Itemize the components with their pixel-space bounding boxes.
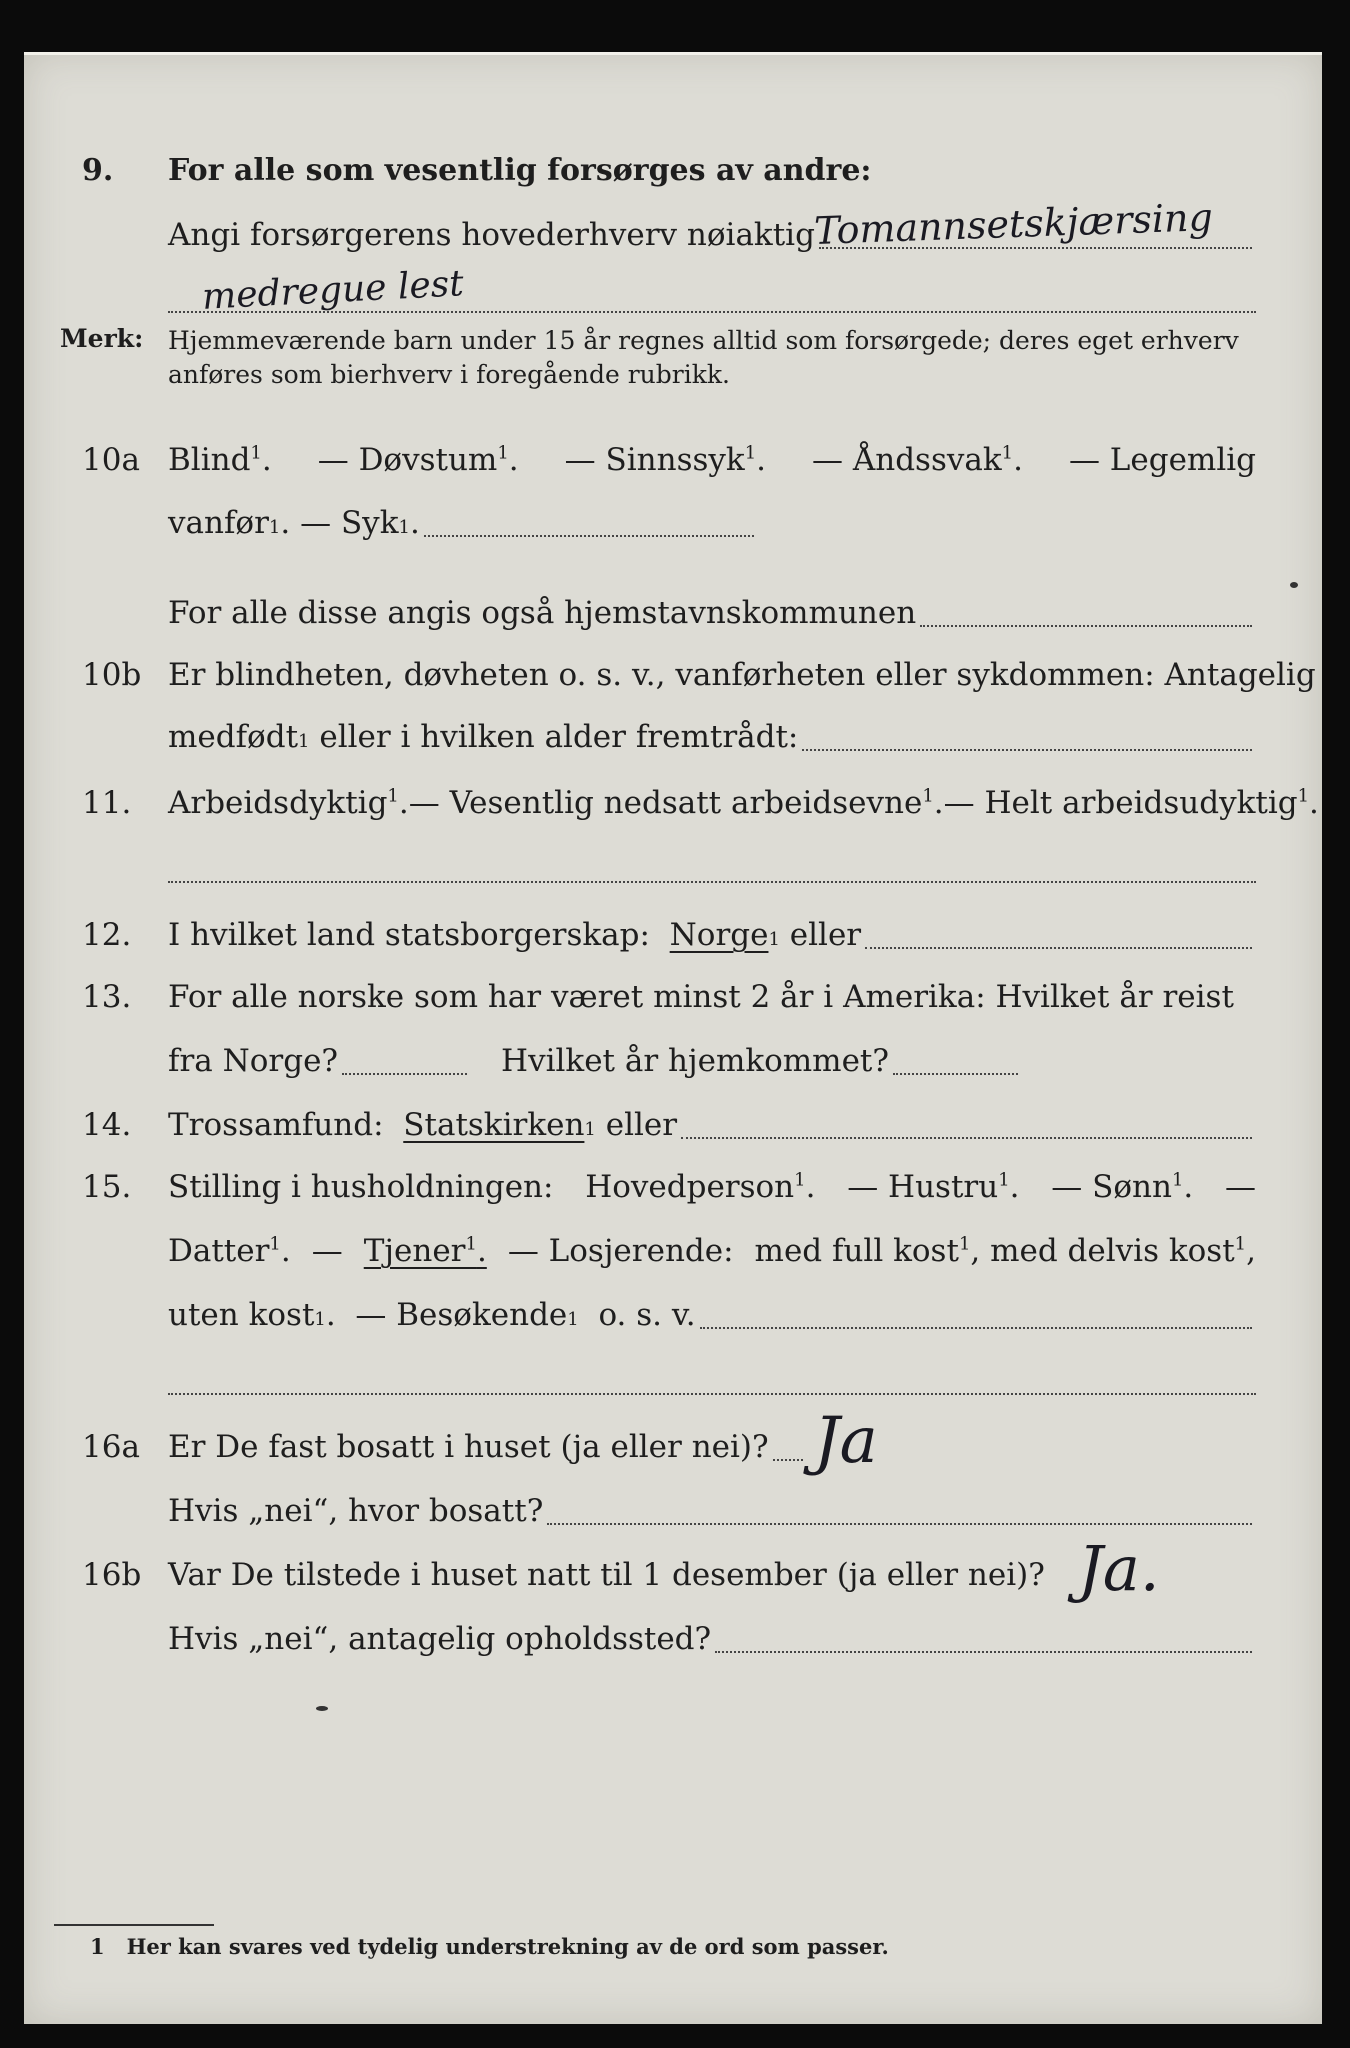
q10a-number: 10a (82, 442, 140, 478)
option-vanfor[interactable]: vanfør (168, 505, 269, 541)
q16a-handwritten-answer: Ja (814, 1404, 878, 1478)
q15-osv: o. s. v. (598, 1297, 696, 1333)
option-full-kost[interactable]: med full kost (754, 1233, 959, 1269)
q10a-syk-answer-line[interactable] (424, 534, 754, 537)
q16a-number: 16a (82, 1429, 140, 1465)
census-form-page (24, 52, 1322, 2024)
option-syk[interactable]: — Syk (300, 505, 399, 541)
option-tjener[interactable]: Tjener (363, 1233, 466, 1269)
q10b-line2: medfødt 1 eller i hvilken alder fremtrådt: (24, 712, 1322, 762)
q14-answer-line[interactable] (681, 1136, 1252, 1139)
q15-line1: 15. Stilling i husholdningen: Hovedperson$^1$. — Hustru$^1$. — Sønn$^1$. — (24, 1162, 1322, 1212)
q14-eller: eller (605, 1107, 678, 1143)
option-dovstum[interactable]: — Døvstum (317, 442, 498, 478)
option-norge[interactable]: Norge (669, 917, 769, 953)
q12-number: 12. (82, 917, 132, 953)
q10a-line2: vanfør 1 . — Syk 1 . (24, 498, 1322, 548)
q9-prompt: Angi forsørgerens hovederhverv nøiaktig (168, 217, 815, 253)
option-statskirken[interactable]: Statskirken (403, 1107, 585, 1143)
q16a-line1 (24, 1422, 1322, 1472)
q13-reist-prompt: fra Norge? (168, 1043, 339, 1079)
q13-hjemkommet-answer-line[interactable] (893, 1072, 1018, 1075)
q13-prompt: For alle norske som har været minst 2 år i Amerika: Hvilket år reist (168, 979, 1234, 1015)
option-andssvak[interactable]: — Åndssvak (812, 442, 1002, 478)
option-besokende[interactable]: — Besøkende (355, 1297, 568, 1333)
ink-speck (316, 1706, 328, 1711)
q16a-prompt: Er De fast bosatt i huset (ja eller nei)? (168, 1429, 769, 1465)
q15-prompt: Stilling i husholdningen: (168, 1169, 554, 1205)
q10a-line3 (24, 588, 1322, 638)
q15-answer-line[interactable] (700, 1326, 1252, 1329)
q15-answer-line-2[interactable] (168, 1392, 1256, 1395)
option-losjerende[interactable]: — Losjerende: (507, 1233, 734, 1269)
footnote-rule (54, 1924, 214, 1926)
q11-line1: 11. Arbeidsdyktig$^1$. — Vesentlig nedsatt arbeidsevne$^1$. — Helt arbeidsudyktig$^1$. (24, 778, 1322, 828)
q15-number: 15. (82, 1169, 132, 1205)
q9-number: 9. (82, 153, 114, 188)
option-arbeidsdyktig[interactable]: Arbeidsdyktig (168, 785, 388, 821)
q16a-bosatt-prompt: Hvis „nei“, hvor bosatt? (168, 1493, 544, 1529)
footnote (90, 1932, 889, 1962)
footnote-mark: 1 (90, 1934, 105, 1959)
q10b-alder-prompt: eller i hvilken alder fremtrådt: (319, 719, 799, 755)
q15-line3: uten kost 1 . — Besøkende 1 o. s. v. (24, 1290, 1322, 1340)
q11-answer-line[interactable] (168, 880, 1256, 883)
q10b-answer-line[interactable] (802, 748, 1252, 751)
q13-line1 (24, 972, 1322, 1022)
q11-number: 11. (82, 785, 132, 821)
q10b-prompt: Er blindheten, døvheten o. s. v., vanførheten eller sykdommen: Antagelig (168, 657, 1316, 693)
option-legemlig[interactable]: — Legemlig (1068, 442, 1256, 478)
q10b-line1 (24, 650, 1322, 700)
q10a-hjemstavn-answer-line[interactable] (920, 624, 1252, 627)
q9-answer-line-2[interactable] (168, 310, 1256, 313)
q16b-number: 16b (82, 1557, 142, 1593)
q10a-line1: 10a Blind$^1$. — Døvstum$^1$. — Sinnssyk$^1$. — Åndssvak$^1$. — Legemlig (24, 435, 1322, 485)
q12-answer-line[interactable] (865, 946, 1252, 949)
q13-hjemkommet-prompt: Hvilket år hjemkommet? (501, 1043, 890, 1079)
option-uten-kost[interactable]: uten kost (168, 1297, 315, 1333)
q9-handwritten-answer-b: medregue lest (201, 263, 465, 318)
q13-reist-answer-line[interactable] (342, 1072, 467, 1075)
option-nedsatt-arbeidsevne[interactable]: — Vesentlig nedsatt arbeidsevne (408, 785, 923, 821)
q13-line2 (24, 1036, 1322, 1086)
q14-prompt: Trossamfund: (168, 1107, 384, 1143)
ink-speck (1290, 582, 1298, 588)
option-sinnssyk[interactable]: — Sinnssyk (564, 442, 745, 478)
option-sonn[interactable]: — Sønn (1051, 1169, 1172, 1205)
option-delvis-kost[interactable]: , med delvis kost (970, 1233, 1235, 1269)
q10a-hjemstavn-prompt: For alle disse angis også hjemstavnskommunen (168, 595, 917, 631)
q16b-prompt: Var De tilstede i huset natt til 1 desember (ja eller nei)? (168, 1557, 1045, 1593)
q16a-line2 (24, 1486, 1322, 1536)
q12-eller: eller (789, 917, 862, 953)
q15-line2: Datter$^1$. — Tjener$^1$. — Losjerende: med full kost$^1$, med delvis kost$^1$, (24, 1226, 1322, 1276)
q16b-line2 (24, 1614, 1322, 1664)
q16b-opholdssted-prompt: Hvis „nei“, antagelig opholdssted? (168, 1621, 712, 1657)
q14-number: 14. (82, 1107, 132, 1143)
option-medfodt[interactable]: medfødt (168, 719, 299, 755)
q14-line1: 14. Trossamfund: Statskirken 1 eller (24, 1100, 1322, 1150)
q10b-number: 10b (82, 657, 142, 693)
q12-prompt: I hvilket land statsborgerskap: (168, 917, 650, 953)
q9-handwritten-answer-a: Tomannsetskjærsing (813, 195, 1214, 253)
option-arbeidsudyktig[interactable]: — Helt arbeidsudyktig (943, 785, 1298, 821)
footnote-text: Her kan svares ved tydelig understrekning av de ord som passer. (126, 1934, 889, 1959)
option-blind[interactable]: Blind (168, 442, 251, 478)
q16b-handwritten-answer: Ja. (1078, 1532, 1160, 1605)
q16b-answer-line[interactable] (715, 1650, 1252, 1653)
option-hovedperson[interactable]: Hovedperson (585, 1169, 795, 1205)
q9-heading: For alle som vesentlig forsørges av andre: (168, 153, 872, 188)
option-datter[interactable]: Datter (168, 1233, 270, 1269)
q13-number: 13. (82, 979, 132, 1015)
merk-label: Merk: (60, 324, 144, 353)
q9-line1 (24, 146, 1322, 196)
q12-line1: 12. I hvilket land statsborgerskap: Norge 1 eller (24, 910, 1322, 960)
q16a-answer-line[interactable] (547, 1522, 1252, 1525)
option-hustru[interactable]: — Hustru (847, 1169, 999, 1205)
merk-text: Hjemmeværende barn under 15 år regnes alltid som forsørgede; deres eget erhverv anføres som bierhverv i foregående rubrikk. (168, 326, 1239, 389)
